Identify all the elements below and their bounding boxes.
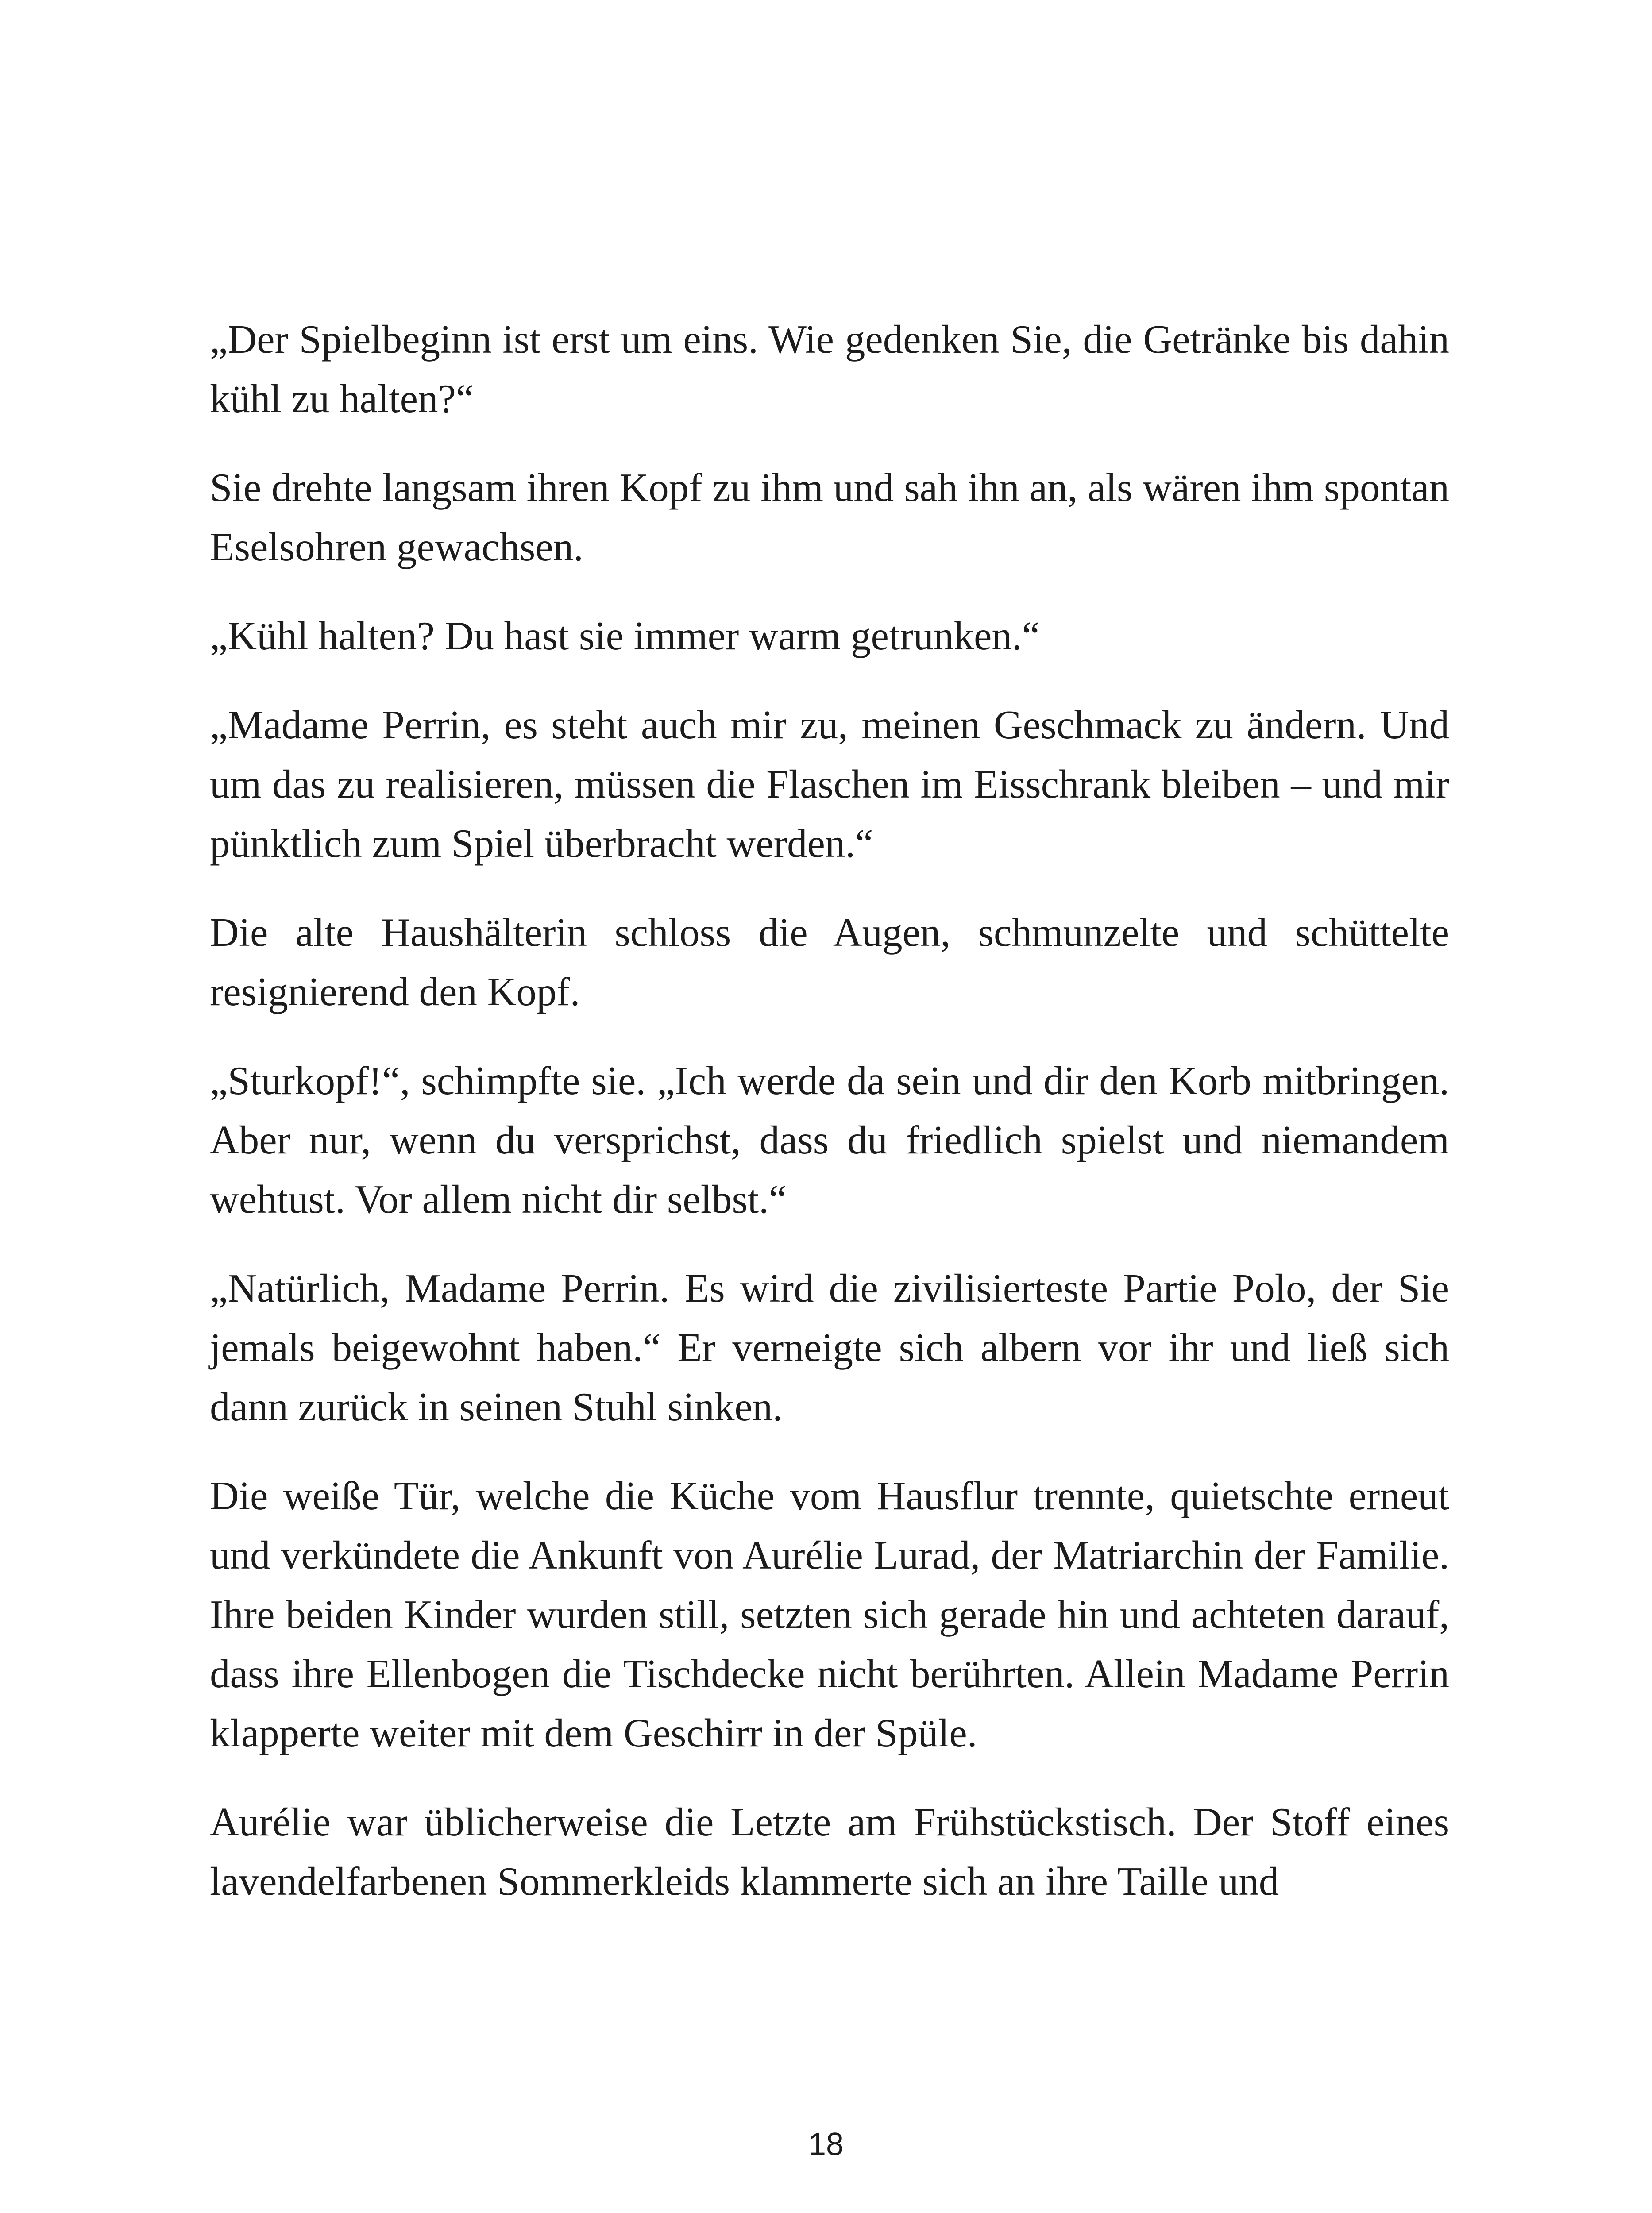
paragraph-7: „Natürlich, Madame Perrin. Es wird die zivilisierteste Partie Polo, der Sie jemals beigewohnt haben.“ Er verneigte sich albern vor ihr und ließ sich dann zurück in seinen Stuhl sinken.: [210, 1266, 1449, 1429]
paragraph-3: „Kühl halten? Du hast sie immer warm getrunken.“: [210, 613, 1040, 658]
paragraph-5: Die alte Haushälterin schloss die Augen, schmunzelte und schüttelte resignierend den Kopf.: [210, 910, 1449, 1014]
paragraph-9: Aurélie war üblicherweise die Letzte am Frühstückstisch. Der Stoff eines lavendelfarbenen Sommerkleids klammerte sich an ihre Taille und: [210, 1800, 1449, 1904]
page-number: 18: [808, 2127, 844, 2162]
paragraph-2: Sie drehte langsam ihren Kopf zu ihm und sah ihn an, als wären ihm spontan Eselsohren gewachsen.: [210, 465, 1449, 569]
paragraph-1: „Der Spielbeginn ist erst um eins. Wie gedenken Sie, die Getränke bis dahin kühl zu halten?“: [210, 317, 1449, 421]
paragraph-6: „Sturkopf!“, schimpfte sie. „Ich werde da sein und dir den Korb mitbringen. Aber nur, wenn du versprichst, dass du friedlich spielst und niemandem wehtust. Vor allem nicht dir selbst.“: [210, 1058, 1449, 1222]
paragraph-4: „Madame Perrin, es steht auch mir zu, meinen Geschmack zu ändern. Und um das zu realisieren, müssen die Flaschen im Eisschrank bleiben – und mir pünktlich zum Spiel überbracht werden.“: [210, 702, 1449, 866]
body-text: [210, 310, 1449, 1911]
paragraph-8: Die weiße Tür, welche die Küche vom Hausflur trennte, quietschte erneut und verkündete die Ankunft von Aurélie Lurad, der Matriarchin der Familie. Ihre beiden Kinder wurden still, setzten sich gerade hin und achteten darauf, dass ihre Ellenbogen die Tischdecke nicht berührten. Allein Madame Perrin klapperte weiter mit dem Geschirr in der Spüle.: [210, 1473, 1449, 1755]
